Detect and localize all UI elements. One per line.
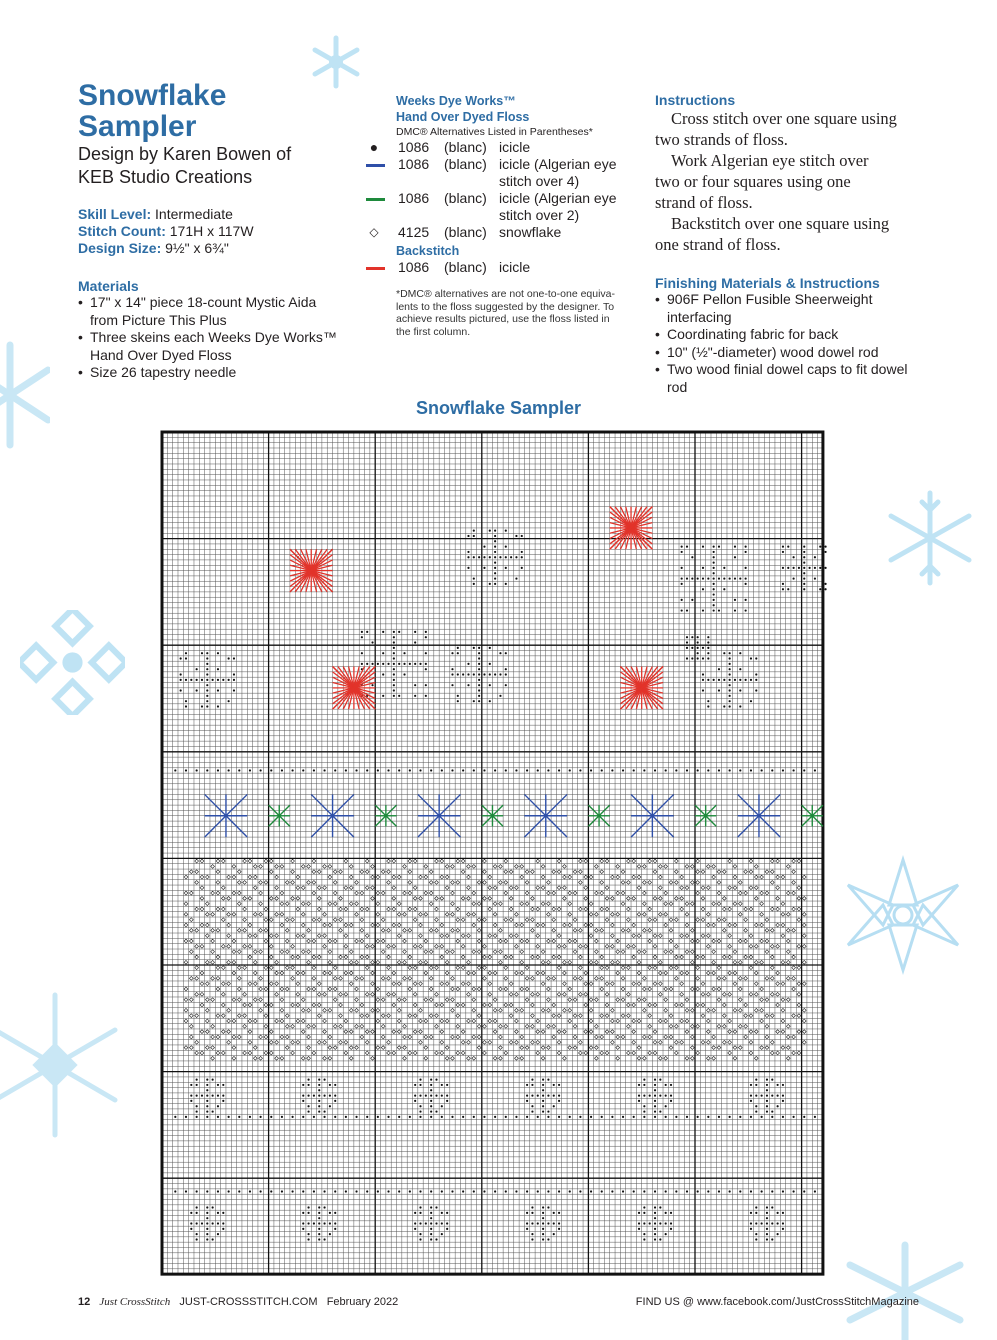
footer-left — [78, 1296, 398, 1308]
instruction-line: Cross stitch over one square using — [671, 109, 897, 128]
legend-row — [396, 156, 636, 173]
instruction-line: two or four squares using one — [655, 172, 851, 191]
instruction-line: strand of floss. — [655, 193, 753, 212]
algerian-eye-stitch — [482, 805, 503, 826]
backstitch-star — [620, 667, 663, 710]
floss-name: icicle — [499, 259, 531, 275]
floss-name: icicle (Algerian eye — [499, 190, 617, 206]
page-title — [78, 80, 226, 142]
page-number: 12 — [78, 1296, 91, 1308]
snowflake-decoration-icon — [838, 855, 968, 975]
algerian-eye-stitch — [205, 794, 248, 837]
list-item: • Two wood finial dowel caps to fit dowel rod — [655, 361, 925, 396]
floss-code: 1086 — [398, 190, 430, 206]
floss-legend — [369, 93, 636, 338]
legend-heading: Weeks Dye Works™ — [396, 94, 516, 108]
floss-code: 1086 — [398, 259, 430, 275]
list-item: • Three skeins each Weeks Dye Works™ Hand Over Dyed Floss — [78, 329, 348, 364]
dot-symbol-icon: ● — [369, 139, 379, 155]
note-line: lents to the floss suggested by the designer. To — [396, 300, 615, 313]
algerian-eye-stitch — [802, 805, 823, 826]
algerian-eye-stitch — [631, 794, 674, 837]
legend-row-continuation — [396, 207, 636, 224]
snowflake-decoration-icon — [308, 34, 364, 90]
dmc-alternative: (blanc) — [444, 156, 487, 172]
instructions-heading: Instructions — [655, 92, 736, 108]
list-item: • 906F Pellon Fusible Sheerweight interfacing — [655, 291, 925, 326]
finishing-list — [655, 291, 925, 396]
instruction-line: two strands of floss. — [655, 130, 788, 149]
materials-list — [78, 294, 348, 382]
design-size — [78, 240, 254, 257]
snowflake-decoration-icon — [0, 990, 130, 1140]
legend-row-continuation — [396, 173, 636, 190]
finishing-section — [655, 275, 925, 396]
backstitch-star — [290, 549, 333, 592]
footer-right: FIND US @ www.facebook.com/JustCrossStitchMagazine — [635, 1296, 919, 1308]
note-line: achieve results pictured, use the floss listed in — [396, 313, 610, 325]
floss-name: icicle (Algerian eye — [499, 156, 617, 172]
chart-grid — [162, 432, 823, 1274]
count-value: 171H x 117W — [165, 223, 254, 239]
algerian-eye-stitch — [738, 794, 781, 837]
dmc-alternative: (blanc) — [444, 224, 487, 240]
dmc-alternative: (blanc) — [444, 190, 487, 206]
stitch-count — [78, 223, 254, 240]
list-item: • Size 26 tapestry needle — [78, 364, 348, 382]
size-value: 9½" x 6¾" — [161, 240, 229, 256]
title-line: Sampler — [78, 110, 197, 143]
chart-title: Snowflake Sampler — [415, 398, 582, 418]
algerian-eye-stitch — [269, 805, 290, 826]
diamond-symbol-icon: ◇ — [369, 225, 379, 239]
dmc-alternative: (blanc) — [444, 259, 487, 275]
legend-row — [396, 259, 636, 276]
floss-code: 1086 — [398, 156, 430, 172]
algerian-eye-stitch — [588, 805, 609, 826]
legend-row — [369, 224, 636, 241]
skill-label: Skill Level: — [78, 206, 152, 222]
list-item: • 10" (½"-diameter) wood dowel rod — [655, 344, 925, 362]
legend-row — [396, 190, 636, 207]
algerian-eye-stitch — [418, 794, 461, 837]
legend-row — [369, 139, 636, 156]
list-item: • 17" x 14" piece 18-count Mystic Aida from Picture This Plus — [78, 294, 348, 329]
byline-line: Design by Karen Bowen of — [78, 144, 292, 164]
floss-code: 4125 — [398, 224, 430, 240]
instruction-line: one strand of floss. — [655, 235, 781, 254]
designer-byline — [78, 143, 291, 189]
count-label: Stitch Count: — [78, 223, 166, 239]
legend-heading: Hand Over Dyed Floss — [396, 110, 530, 124]
snowflake-decoration-icon — [840, 1240, 970, 1340]
materials-section — [78, 278, 348, 382]
red-line-symbol-icon — [366, 267, 385, 270]
title-line: Snowflake — [78, 79, 227, 112]
blue-line-symbol-icon — [366, 164, 385, 167]
backstitch-star — [333, 667, 376, 710]
design-specs — [78, 206, 254, 257]
algerian-eye-stitch — [524, 794, 567, 837]
floss-name: stitch over 2) — [499, 207, 580, 223]
legend-subheading: DMC® Alternatives Listed in Parentheses* — [396, 126, 593, 138]
floss-name: icicle — [499, 139, 531, 155]
dmc-note — [396, 288, 636, 338]
cross-stitch-chart — [158, 428, 830, 1280]
green-line-symbol-icon — [366, 198, 385, 201]
magazine-name: Just CrossStitch — [99, 1296, 171, 1308]
snowflake-decoration-icon — [20, 610, 125, 715]
instruction-line: Backstitch over one square using — [671, 214, 890, 233]
finishing-heading: Finishing Materials & Instructions — [655, 275, 880, 291]
floss-code: 1086 — [398, 139, 430, 155]
instruction-line: Work Algerian eye stitch over — [671, 151, 869, 170]
materials-heading: Materials — [78, 278, 139, 294]
algerian-eye-stitch — [375, 805, 396, 826]
skill-value: Intermediate — [151, 206, 233, 222]
issue-date: February 2022 — [326, 1296, 399, 1308]
instructions-section — [655, 92, 930, 255]
skill-level — [78, 206, 254, 223]
snowflake-decoration-icon — [880, 488, 980, 588]
algerian-eye-stitch — [311, 794, 354, 837]
size-label: Design Size: — [78, 240, 162, 256]
snowflake-decoration-icon — [0, 340, 50, 450]
algerian-eye-stitch — [695, 805, 716, 826]
floss-name: snowflake — [499, 224, 562, 240]
floss-name: stitch over 4) — [499, 173, 580, 189]
list-item: • Coordinating fabric for back — [655, 326, 925, 344]
note-line: *DMC® alternatives are not one-to-one equiva- — [396, 288, 616, 300]
backstitch-star — [610, 507, 653, 550]
website: JUST-CROSSSTITCH.COM — [179, 1296, 318, 1308]
dmc-alternative: (blanc) — [444, 139, 487, 155]
note-line: the first column. — [396, 325, 471, 338]
backstitch-heading: Backstitch — [396, 244, 460, 258]
byline-line: KEB Studio Creations — [78, 167, 253, 187]
